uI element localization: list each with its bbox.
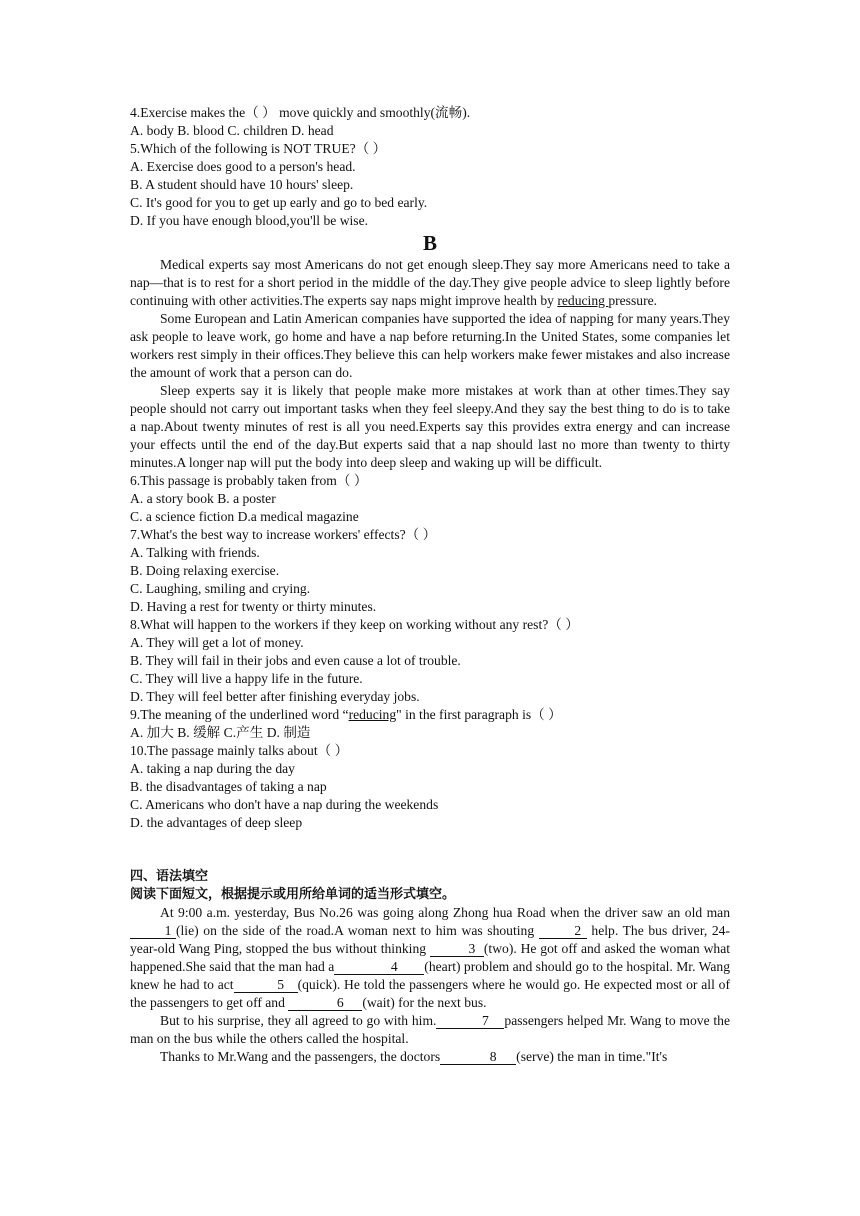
blank-7: 7	[436, 1014, 504, 1029]
underlined-word: reducing	[557, 293, 609, 308]
blank-2: 2	[539, 924, 587, 939]
part-a-questions	[130, 104, 730, 230]
question-4: 4.Exercise makes the（ ） move quickly and smoothly(流畅).	[130, 105, 471, 120]
question-8: 8.What will happen to the workers if they keep on working without any rest?（ ）	[130, 617, 579, 632]
cloze-text: At 9:00 a.m. yesterday, Bus No.26 was going along Zhong hua Road when the driver saw an old man	[160, 905, 730, 920]
blank-1: 1	[130, 924, 176, 939]
part-b-questions	[130, 472, 730, 832]
cloze-paragraph-2	[130, 1012, 730, 1048]
question-8-option-d: D. They will feel better after finishing everyday jobs.	[130, 689, 420, 704]
cloze-paragraph-1	[130, 904, 730, 1012]
question-5: 5.Which of the following is NOT TRUE?（ ）	[130, 141, 387, 156]
question-9-text: 9.The meaning of the underlined word “	[130, 707, 349, 722]
passage-b-paragraph-3: Sleep experts say it is likely that people make more mistakes at work than at other times.They say people should not carry out important tasks when they feel sleepy.And they say the best thing to do is to take a nap.About twenty minutes of rest is all you need.Experts say this provides extra energy and can increase your effects until the end of the day.But experts said that a nap should last no more than twenty to thirty minutes.A longer nap will put the body into deep sleep and waking up will be difficult.	[130, 383, 730, 470]
cloze-text: help. The bus driver, 24-year-old Wang Ping, stopped the bus without thinking	[130, 923, 730, 956]
cloze-text: (wait) for the next bus.	[362, 995, 487, 1010]
cloze-text: (quick). He told the passengers where he would go. He expected most or all of the passengers to get off and	[130, 977, 730, 1010]
question-7: 7.What's the best way to increase workers' effects?（ ）	[130, 527, 437, 542]
question-7-option-c: C. Laughing, smiling and crying.	[130, 581, 311, 596]
cloze-text: (heart) problem and should go to the hospital. Mr. Wang knew he had to act	[130, 959, 731, 992]
section-spacer	[130, 832, 730, 868]
document-page	[130, 104, 730, 1066]
cloze-text: (two). He got off and asked the woman what happened.She said that the man had a	[130, 941, 730, 974]
question-10-option-d: D. the advantages of deep sleep	[130, 815, 303, 830]
question-9-underlined-word: reducing	[348, 707, 397, 722]
question-5-option-d: D. If you have enough blood,you'll be wise.	[130, 213, 369, 228]
question-9-options: A. 加大 B. 缓解 C.产生 D. 制造	[130, 725, 311, 740]
question-5-option-a: A. Exercise does good to a person's head.	[130, 159, 356, 174]
question-6: 6.This passage is probably taken from（ ）	[130, 473, 368, 488]
question-6-options-ab: A. a story book B. a poster	[130, 491, 276, 506]
question-6-options-cd: C. a science fiction D.a medical magazine	[130, 509, 359, 524]
question-10-option-c: C. Americans who don't have a nap during the weekends	[130, 797, 439, 812]
question-4-options: A. body B. blood C. children D. head	[130, 123, 334, 138]
cloze-text: (serve) the man in time."It's	[516, 1049, 668, 1064]
blank-8: 8	[440, 1050, 516, 1065]
question-10: 10.The passage mainly talks about（ ）	[130, 743, 349, 758]
paragraph-1-end: pressure.	[608, 293, 658, 308]
question-9	[130, 706, 730, 724]
cloze-text: But to his surprise, they all agreed to go with him.	[160, 1013, 437, 1028]
passage-b-paragraph-2: Some European and Latin American companies have supported the idea of napping for many years.They ask people to leave work, go home and have a nap before returning.In the United States, some companies let workers rest simply in their offices.They believe this can help workers make fewer mistakes and also increase the amount of work that a person can do.	[130, 311, 730, 380]
section-4-instruction: 阅读下面短文，根据提示或用所给单词的适当形式填空。	[130, 887, 456, 902]
blank-4: 4	[334, 960, 424, 975]
cloze-paragraph-3	[130, 1048, 730, 1066]
question-7-option-a: A. Talking with friends.	[130, 545, 260, 560]
question-8-option-a: A. They will get a lot of money.	[130, 635, 304, 650]
blank-5: 5	[234, 978, 298, 993]
cloze-text: (lie) on the side of the road.A woman next to him was shouting	[176, 923, 539, 938]
question-9-end: " in the first paragraph is（ ）	[396, 707, 562, 722]
paragraph-1-text: Medical experts say most Americans do not get enough sleep.They say more Americans need to take a nap—that is to rest for a short period in the middle of the day.They give people advice to sleep lightly before continuing with other activities.The experts say naps might improve health by	[130, 257, 730, 308]
question-10-option-a: A. taking a nap during the day	[130, 761, 295, 776]
question-8-option-b: B. They will fail in their jobs and even cause a lot of trouble.	[130, 653, 461, 668]
cloze-text: passengers helped Mr. Wang to move the man on the bus while the others called the hospital.	[130, 1013, 730, 1046]
question-5-option-b: B. A student should have 10 hours' sleep.	[130, 177, 354, 192]
question-7-option-b: B. Doing relaxing exercise.	[130, 563, 280, 578]
blank-3: 3	[430, 942, 484, 957]
section-4-title: 四、语法填空	[130, 869, 209, 884]
cloze-text: Thanks to Mr.Wang and the passengers, the doctors	[160, 1049, 441, 1064]
blank-6: 6	[288, 996, 362, 1011]
passage-b-paragraph-1	[130, 256, 730, 310]
question-7-option-d: D. Having a rest for twenty or thirty minutes.	[130, 599, 377, 614]
question-10-option-b: B. the disadvantages of taking a nap	[130, 779, 327, 794]
passage-b-heading: B	[422, 231, 437, 255]
question-8-option-c: C. They will live a happy life in the future.	[130, 671, 363, 686]
question-5-option-c: C. It's good for you to get up early and go to bed early.	[130, 195, 428, 210]
